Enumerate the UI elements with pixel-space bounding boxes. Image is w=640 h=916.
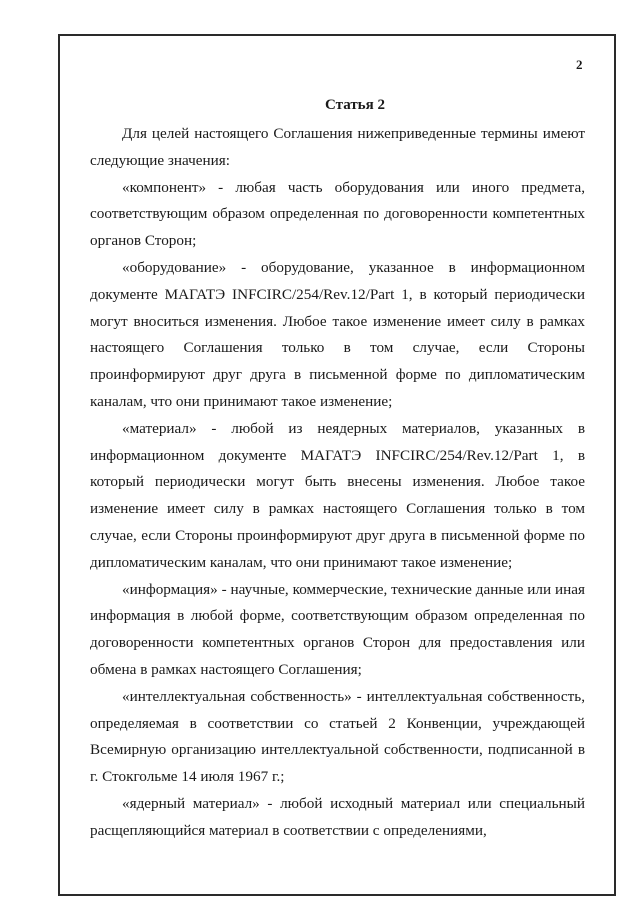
paragraph-equipment-definition: «оборудование» - оборудование, указанное в информационном документе МАГАТЭ INFCIRC/254/Rev.12/Part 1, в который периодически могут вноситься изменения. Любое такое изменение имеет силу в рамках настоящего Соглашения только в том случае, если Стороны проинформируют друг друга в письменной форме по дипломатическим каналам, что они принимают такое изменение; bbox=[90, 258, 585, 410]
paragraph-intellectual-property-definition: «интеллектуальная собственность» - интеллектуальная собственность, определяемая в соответствии со статьей 2 Конвенции, учреждающей Всемирную организацию интеллектуальной собственности, подписанной в г. Стокгольме 14 июля 1967 г.; bbox=[90, 687, 585, 786]
article-title: Статья 2 bbox=[325, 97, 385, 113]
paragraph-intro: Для целей настоящего Соглашения нижеприведенные термины имеют следующие значения: bbox=[90, 125, 585, 169]
paragraph-information-definition: «информация» - научные, коммерческие, технические данные или иная информация в любой форме, соответствующим образом определенная по договоренности компетентных органов Сторон для предоставления или обмена в рамках настоящего Соглашения; bbox=[90, 580, 585, 678]
paragraph-material-definition: «материал» - любой из неядерных материалов, указанных в информационном документе МАГАТЭ INFCIRC/254/Rev.12/Part 1, в который периодически могут быть внесены изменения. Любое такое изменение имеет силу в рамках настоящего Соглашения только в том случае, если Стороны проинформируют друг друга в письменной форме по дипломатическим каналам, что они принимают такое изменение; bbox=[90, 419, 585, 571]
paragraph-nuclear-material-definition: «ядерный материал» - любой исходный материал или специальный расщепляющийся материал в соответствии с определениями, bbox=[90, 794, 585, 839]
paragraph-component-definition: «компонент» - любая часть оборудования или иного предмета, соответствующим образом определенная по договоренности компетентных органов Сторон; bbox=[90, 178, 585, 250]
document-body bbox=[90, 121, 585, 845]
page-number: 2 bbox=[576, 57, 583, 72]
